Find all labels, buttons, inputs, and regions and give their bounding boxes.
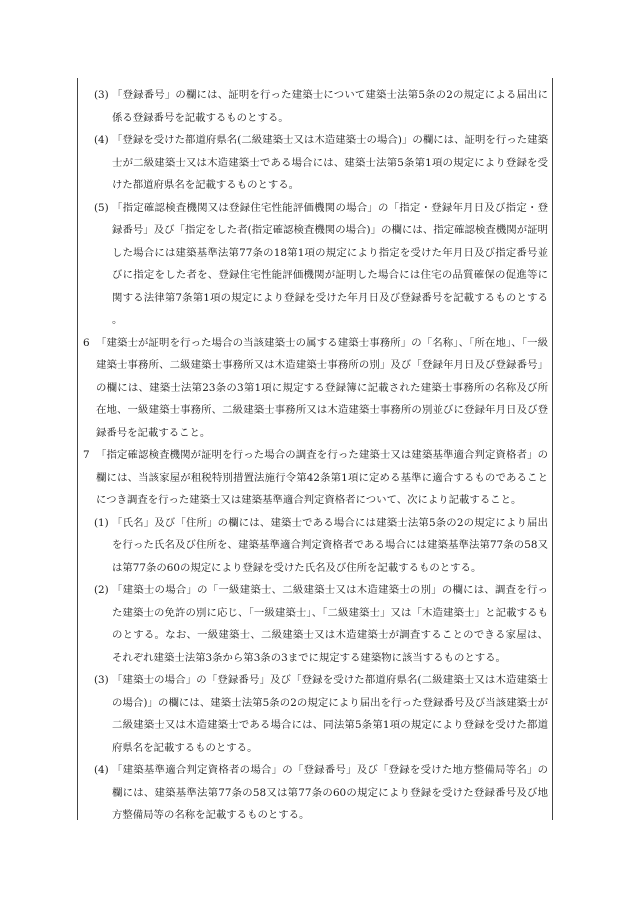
item-number: (3) [94,674,109,686]
item-number: (2) [94,584,109,596]
item-text: 「指定確認検査機関又は登録住宅性能評価機関の場合」の「指定・登録年月日及び指定・登録番号」及び「指定をした者(指定確認検査機関の場合)」の欄には、指定確認検査機関が証明した場合には建築基準法第77条の18第1項の規定により指定を受けた年月日及び指定番号並びに指定をした者を、登録住宅性能評価機関が証明した場合には住宅の品質確保の促進等に関する法律第7条第1項の規定により登録を受けた年月日及び登録番号を記載するものとする。 [112,201,548,326]
item-number: (1) [94,516,109,529]
section-number: 6 [83,336,90,349]
item-text: 「登録を受けた都道府県名(二級建築士又は木造建築士の場合)」の欄には、証明を行った建築士が二級建築士又は木造建築士である場合には、建築士法第5条第1項の規定により登録を受けた都道府県名を記載するものとする。 [112,134,548,191]
item-number: (4) [94,764,109,776]
paragraph-5-4 [80,129,548,197]
section-6 [80,332,548,445]
paragraph-7-3 [80,669,548,759]
section-text: 「建築士が証明を行った場合の当該建築士の属する建築士事務所」の「名称」、「所在地」、「一級建築士事務所、二級建築士事務所又は木造建築士事務所の別」及び「登録年月日及び登録番号」の欄には、建築士法第23条の3第1項に規定する登録簿に記載された建築士事務所の名称及び所在地、一級建築士事務所、二級建築士事務所又は木造建築士事務所の別並びに登録年月日及び登録番号を記載すること。 [96,336,548,439]
right-margin-rule [552,78,553,820]
document-body [80,84,548,827]
item-number: (4) [94,134,109,146]
section-7 [80,444,548,512]
item-text: 「建築基準適合判定資格者の場合」の「登録番号」及び「登録を受けた地方整備局等名」の欄には、建築基準法第77条の58又は第77条の60の規定により登録を受けた登録番号及び地方整備局等の名称を記載するものとする。 [112,764,548,821]
item-number: (5) [94,201,109,214]
item-text: 「建築士の場合」の「一級建築士、二級建築士又は木造建築士の別」の欄には、調査を行った建築士の免許の別に応じ、「一級建築士」、「二級建築士」又は「木造建築士」と記載するものとする。なお、一級建築士、二級建築士又は木造建築士が調査することのできる家屋は、それぞれ建築士法第3条から第3条の3までに規定する建築物に該当するものとする。 [112,584,548,664]
paragraph-7-4 [80,759,548,827]
paragraph-5-5 [80,197,548,332]
item-text: 「氏名」及び「住所」の欄には、建築士である場合には建築士法第5条の2の規定により届出を行った氏名及び住所を、建築基準適合判定資格者である場合には建築基準法第77条の58又は第77条の60の規定により登録を受けた氏名及び住所を記載するものとする。 [112,516,548,574]
section-text: 「指定確認検査機関が証明を行った場合の調査を行った建築士又は建築基準適合判定資格者」の欄には、当該家屋が租税特別措置法施行令第42条第1項に定める基準に適合するものであることにつき調査を行った建築士又は建築基準適合判定資格者について、次により記載すること。 [96,449,549,506]
item-text: 「建築士の場合」の「登録番号」及び「登録を受けた都道府県名(二級建築士又は木造建築士の場合)」の欄には、建築士法第5条の2の規定により届出を行った登録番号及び当該建築士が二級建築士又は木造建築士である場合には、同法第5条第1項の規定により登録を受けた都道府県名を記載するものとする。 [112,674,548,754]
item-text: 「登録番号」の欄には、証明を行った建築士について建築士法第5条の2の規定による届出に係る登録番号を記載するものとする。 [112,89,548,124]
paragraph-7-1 [80,512,548,580]
paragraph-5-3 [80,84,548,129]
paragraph-7-2 [80,579,548,669]
section-number: 7 [83,449,90,461]
item-number: (3) [94,89,109,101]
left-margin-rule [77,78,78,820]
